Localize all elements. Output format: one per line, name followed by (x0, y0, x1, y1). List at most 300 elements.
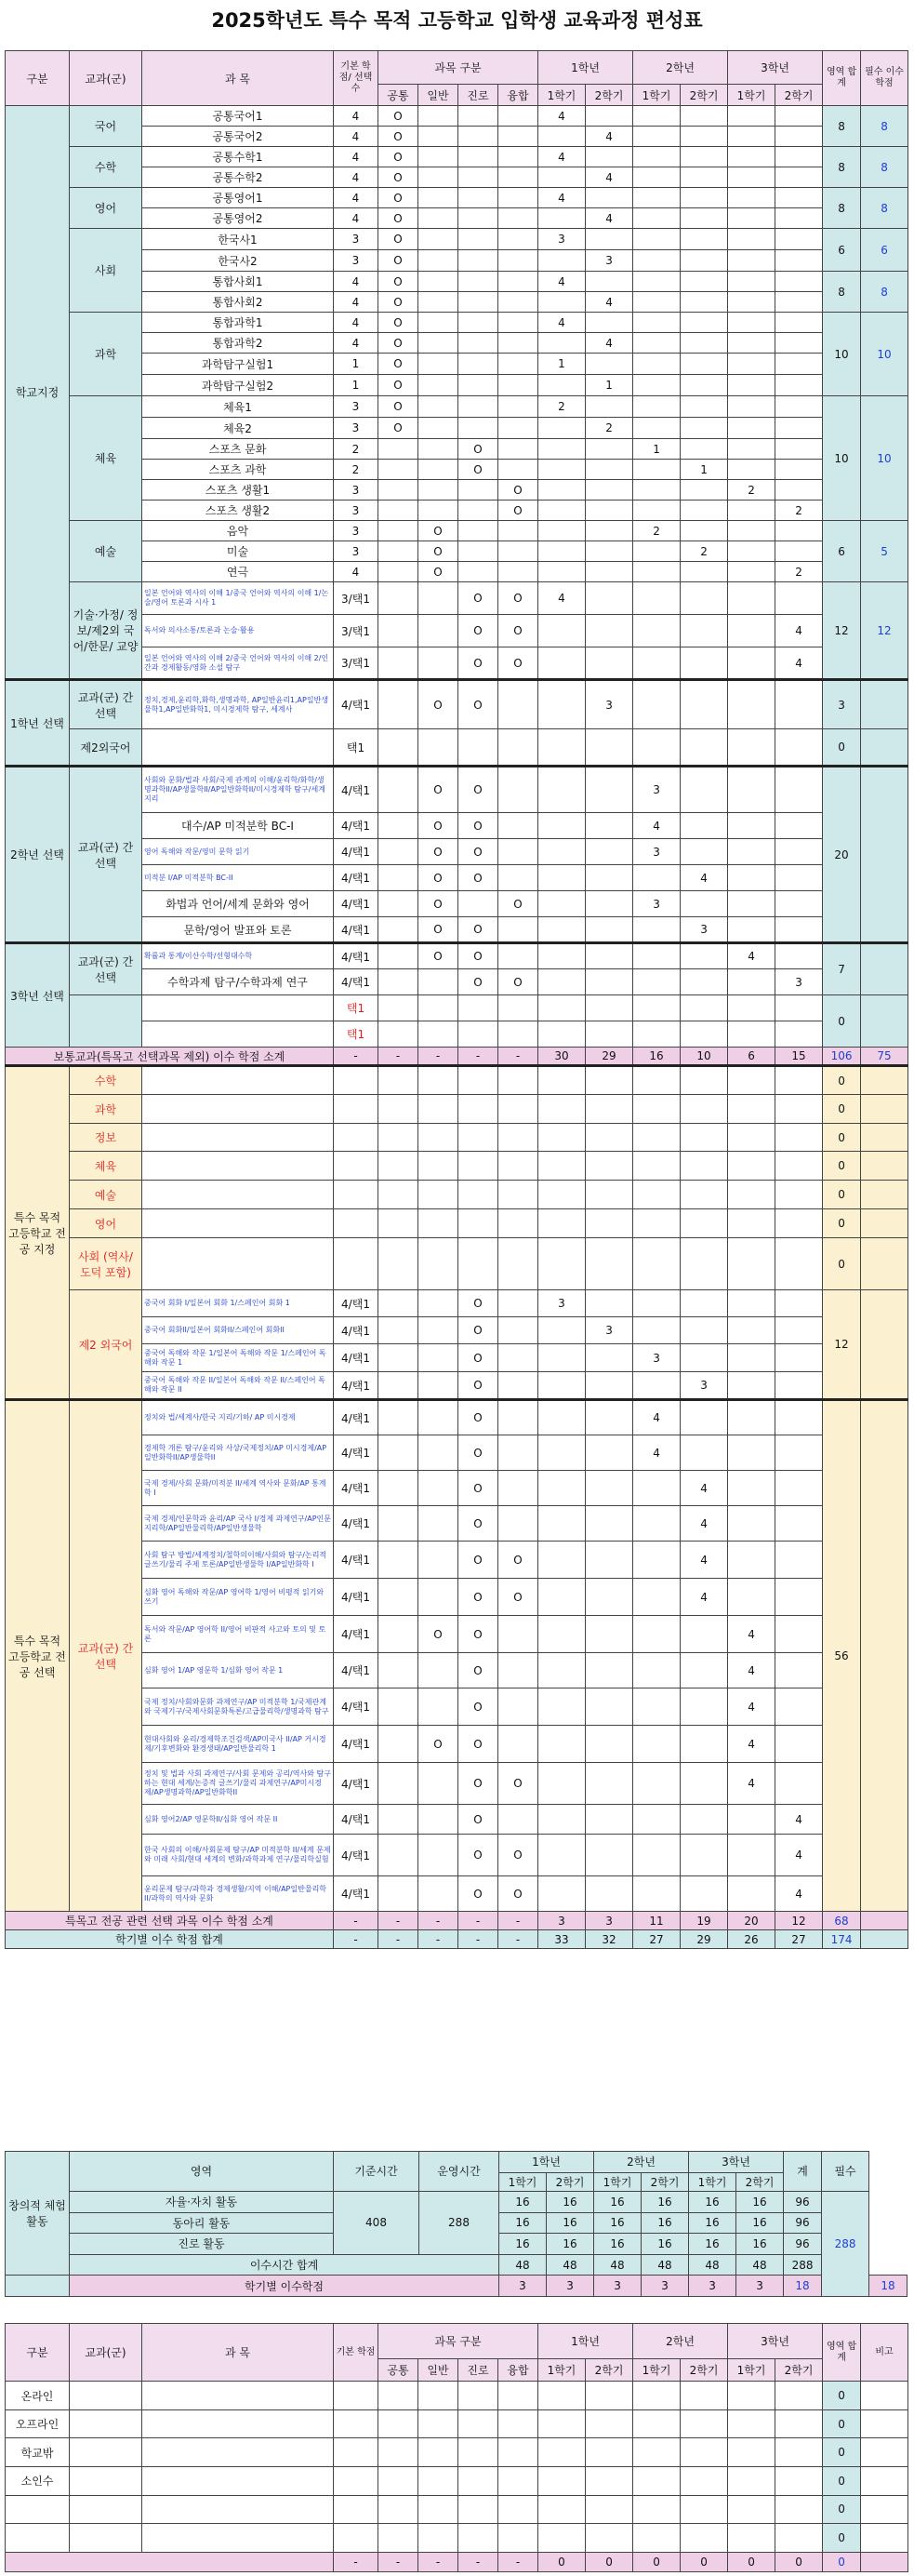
hours-total-sum: 288 (784, 2254, 822, 2276)
course-type-mark (418, 1152, 458, 1181)
semester-credits (728, 1021, 775, 1048)
semester-credits (633, 1805, 681, 1835)
semester-credits (586, 917, 633, 943)
course-type-mark (418, 313, 458, 333)
course-type-mark (378, 1317, 418, 1344)
semester-credits: 2 (728, 480, 775, 501)
semester-credits: 4 (775, 647, 823, 680)
course-type-mark (498, 729, 538, 767)
extra-row-cell (70, 2524, 142, 2553)
semester-credits (633, 106, 681, 127)
course-type-mark (378, 1876, 418, 1912)
extra-row-cell (681, 2382, 728, 2410)
course-type-mark (498, 1021, 538, 1048)
semester-credits (681, 969, 728, 995)
subtotal-semester: 26 (728, 1930, 775, 1949)
course-type-mark (458, 1021, 498, 1048)
course-type-mark (378, 1726, 418, 1763)
course-type-mark (378, 729, 418, 767)
course-type-mark (498, 1209, 538, 1238)
semester-credits (728, 680, 775, 729)
course-credits: 4 (334, 272, 378, 292)
semester-credits: 4 (538, 582, 586, 615)
semester-credits: 4 (681, 1506, 728, 1542)
course-type-mark (418, 1653, 458, 1688)
course-type-mark (378, 865, 418, 891)
semester-credits (775, 292, 823, 313)
semester-credits: 3 (538, 229, 586, 250)
semester-credits (681, 1876, 728, 1912)
semester-credits (775, 839, 823, 865)
semester-credits (538, 208, 586, 229)
course-name: 체육2 (142, 418, 334, 439)
subtotal-semester: 19 (681, 1912, 728, 1930)
subject-group-label: 교과(군) 간 선택 (70, 767, 142, 943)
semester-credits (586, 1066, 633, 1095)
course-type-mark (418, 460, 458, 480)
area-total: 6 (823, 521, 861, 582)
semester-credits (538, 1095, 586, 1124)
course-type-mark (418, 188, 458, 208)
course-type-mark (498, 375, 538, 396)
semester-credits (728, 1400, 775, 1435)
activity-semester-hours: 16 (689, 2191, 736, 2212)
course-name: 중국어 독해와 작문 II/일본어 독해와 작문 II/스페인어 독해와 작문 II (142, 1372, 334, 1400)
area-total: 0 (823, 1209, 861, 1238)
course-type-mark (498, 1471, 538, 1506)
course-name: 문학/영어 발표와 토론 (142, 917, 334, 943)
semester-credits (728, 439, 775, 460)
semester-credits: 4 (586, 127, 633, 147)
extra-note (861, 2524, 908, 2553)
semester-credits: 4 (728, 1688, 775, 1726)
subtotal-label: 특목고 전공 관련 선택 과목 이수 학점 소계 (6, 1912, 334, 1930)
semester-credits (633, 250, 681, 272)
course-type-mark (458, 1152, 498, 1181)
subject-group-label: 교과(군) 간 선택 (70, 943, 142, 995)
semester-credits (538, 292, 586, 313)
course-credits: 4 (334, 208, 378, 229)
semester-credits: 4 (681, 1542, 728, 1579)
semester-credits (775, 480, 823, 501)
course-type-mark (498, 1344, 538, 1372)
extra-row-cell (775, 2467, 823, 2496)
semester-credits (586, 396, 633, 418)
header-subject-group: 교과(군) (70, 2324, 142, 2382)
semester-credits (633, 418, 681, 439)
course-type-mark (418, 501, 458, 521)
course-type-mark (458, 480, 498, 501)
header-grade-g2: 2학년 (633, 51, 728, 85)
course-type-mark (418, 1763, 458, 1805)
semester-credits (775, 439, 823, 460)
semester-credits (775, 1435, 823, 1471)
semester-credits (728, 917, 775, 943)
semester-credits-value: 3 (547, 2276, 594, 2297)
extra-row-cell (728, 2438, 775, 2467)
semester-credits (538, 1344, 586, 1372)
course-type-mark: O (458, 1372, 498, 1400)
course-name: 사회 탐구 방법/세계정치/철학의이해/사회와 탐구/논리적 글쓰기/물리 주제 토론/AP일반생물학 I/AP일반화학 I (142, 1542, 334, 1579)
course-credits: 4/택1 (334, 865, 378, 891)
semester-credits (538, 460, 586, 480)
semester-credits (633, 396, 681, 418)
course-type-mark (458, 396, 498, 418)
subtotal-area: 106 (823, 1048, 861, 1066)
semester-credits (728, 418, 775, 439)
extra-row-cell (538, 2495, 586, 2524)
course-name (142, 1021, 334, 1048)
semester-credits (728, 813, 775, 839)
extra-row-cell (681, 2467, 728, 2496)
semester-credits (586, 582, 633, 615)
semester-credits (538, 480, 586, 501)
semester-credits (586, 839, 633, 865)
header-sem1: 1학기 (538, 2358, 586, 2381)
creative-required: 288 (822, 2191, 869, 2296)
header-area: 영역 (70, 2152, 334, 2192)
semester-credits (633, 917, 681, 943)
course-type-mark (378, 943, 418, 969)
course-type-mark: O (418, 680, 458, 729)
header-sum: 계 (784, 2152, 822, 2192)
semester-credits (586, 1152, 633, 1181)
semester-credits (775, 1763, 823, 1805)
course-name: 수학과제 탐구/수학과제 연구 (142, 969, 334, 995)
activity-semester-hours: 16 (547, 2212, 594, 2234)
course-name: 공통수학2 (142, 167, 334, 188)
extra-row-cell (458, 2438, 498, 2467)
course-type-mark: O (458, 439, 498, 460)
semester-credits (586, 1124, 633, 1152)
semester-credits (586, 1726, 633, 1763)
semester-credits (775, 1317, 823, 1344)
course-type-mark: O (378, 229, 418, 250)
semester-credits (681, 1344, 728, 1372)
semester-credits (775, 1344, 823, 1372)
course-type-mark (498, 272, 538, 292)
semester-credits: 4 (775, 1805, 823, 1835)
course-type-mark (418, 1506, 458, 1542)
semester-credits (586, 1095, 633, 1124)
table-row (6, 2382, 908, 2410)
course-type-mark (418, 1805, 458, 1835)
semester-credits (633, 647, 681, 680)
course-type-mark (378, 767, 418, 813)
semester-credits (681, 1124, 728, 1152)
course-type-mark (498, 188, 538, 208)
course-type-mark (458, 1066, 498, 1095)
run-hours: 288 (419, 2191, 499, 2254)
course-name: 정치와 법/세계사/한국 지리/기하/ AP 미시경제 (142, 1400, 334, 1435)
course-type-mark (418, 969, 458, 995)
semester-credits (728, 767, 775, 813)
course-credits: 4/택1 (334, 1372, 378, 1400)
table-row (6, 1048, 908, 1066)
header-course-type: 과목 구분 (378, 51, 538, 85)
course-type-mark (378, 1506, 418, 1542)
extra-courses-table (5, 2323, 908, 2572)
hours-total-semester: 48 (689, 2254, 736, 2276)
course-type-mark (458, 501, 498, 521)
area-total: 0 (823, 1181, 861, 1209)
course-type-mark (458, 229, 498, 250)
area-total: 6 (823, 229, 861, 272)
course-type-mark: O (418, 562, 458, 582)
course-credits: 4 (334, 127, 378, 147)
semester-credits (586, 891, 633, 917)
semester-credits (728, 147, 775, 167)
course-type-mark (378, 1616, 418, 1653)
course-credits: 1 (334, 375, 378, 396)
semester-credits (633, 354, 681, 375)
semester-credits (728, 521, 775, 541)
course-type-mark (378, 1763, 418, 1805)
semester-credits (681, 1400, 728, 1435)
semester-credits (681, 1805, 728, 1835)
course-type-mark (418, 1124, 458, 1152)
course-type-mark: O (458, 1471, 498, 1506)
course-type-mark: O (458, 1688, 498, 1726)
semester-credits (538, 562, 586, 582)
activity-sum: 96 (784, 2212, 822, 2234)
header-credits: 기본 학점/ 선택수 (334, 51, 378, 106)
subject-group-label: 과학 (70, 313, 142, 396)
course-type-mark (498, 1688, 538, 1726)
course-name (142, 1124, 334, 1152)
semester-credits (586, 729, 633, 767)
course-credits (334, 1181, 378, 1209)
course-type-mark (418, 615, 458, 647)
course-type-mark (418, 418, 458, 439)
semester-credits: 1 (538, 354, 586, 375)
table-row (6, 1152, 908, 1181)
semester-credits: 3 (586, 250, 633, 272)
course-credits: 4/택1 (334, 917, 378, 943)
course-type-mark: O (498, 647, 538, 680)
course-type-mark: O (458, 1616, 498, 1653)
course-name: 정치,경제,윤리학,화학,생명과학, AP일반윤리1,AP일반생물학1,AP일반화학1, 미시경제학 탐구, 세계사 (142, 680, 334, 729)
course-name: 윤리문제 탐구/과학과 경제생활/지역 이해/AP일반물리학II/과학의 역사와 문화 (142, 1876, 334, 1912)
course-type-mark (458, 127, 498, 147)
semester-credits (586, 1181, 633, 1209)
semester-credits (586, 767, 633, 813)
course-credits: 4 (334, 167, 378, 188)
semester-credits (775, 917, 823, 943)
semester-credits (775, 147, 823, 167)
semester-credits (775, 1124, 823, 1152)
semester-credits (681, 167, 728, 188)
course-type-mark: O (498, 1835, 538, 1876)
course-name: 음악 (142, 521, 334, 541)
table-row (6, 1290, 908, 1317)
semester-credits (728, 354, 775, 375)
extra-row-label: 온라인 (6, 2382, 70, 2410)
extra-note (861, 2382, 908, 2410)
course-credits: 택1 (334, 1021, 378, 1048)
area-total: 12 (823, 582, 861, 680)
semester-credits (586, 1506, 633, 1542)
header-sem1: 1학기 (633, 85, 681, 106)
semester-credits (681, 1095, 728, 1124)
semester-credits (681, 418, 728, 439)
course-type-mark: O (378, 188, 418, 208)
extra-row-cell (142, 2467, 334, 2496)
subtotal-dash: - (378, 1930, 418, 1949)
table-row (6, 2409, 908, 2438)
extra-note (861, 2409, 908, 2438)
course-name: 공통국어2 (142, 127, 334, 147)
course-name: 미술 (142, 541, 334, 562)
semester-credits (728, 615, 775, 647)
course-type-mark: O (458, 1400, 498, 1435)
semester-credits (728, 1124, 775, 1152)
course-type-mark: O (418, 541, 458, 562)
course-type-mark (418, 729, 458, 767)
hours-total-semester: 48 (594, 2254, 642, 2276)
course-type-mark (418, 229, 458, 250)
semester-credits (586, 1021, 633, 1048)
semester-credits (538, 839, 586, 865)
extra-row-cell (458, 2495, 498, 2524)
subject-group-label: 체육 (70, 1152, 142, 1181)
course-type-mark: O (378, 127, 418, 147)
semester-credits (728, 647, 775, 680)
semester-credits (728, 1471, 775, 1506)
course-type-mark: O (458, 680, 498, 729)
header-sem2: 2학기 (775, 85, 823, 106)
semester-credits (728, 292, 775, 313)
subtotal-semester: 30 (538, 1048, 586, 1066)
course-type-mark: O (418, 521, 458, 541)
semester-credits (633, 1317, 681, 1344)
course-credits: 2 (334, 439, 378, 460)
page-title: 2025학년도 특수 목적 고등학교 입학생 교육과정 편성표 (211, 9, 703, 32)
course-type-mark (498, 1290, 538, 1317)
course-type-mark (458, 418, 498, 439)
course-credits: 4/택1 (334, 1805, 378, 1835)
course-name: 확률과 통계/이산수학/선형대수학 (142, 943, 334, 969)
extra-total-area: 0 (823, 2552, 861, 2571)
course-type-mark: O (418, 865, 458, 891)
course-type-mark: O (378, 208, 418, 229)
course-name: 연극 (142, 562, 334, 582)
semester-credits (633, 272, 681, 292)
header-grade-g1: 1학년 (538, 2324, 633, 2359)
semester-credits (633, 1506, 681, 1542)
semester-credits (728, 167, 775, 188)
semester-credits (681, 562, 728, 582)
subtotal-dash: - (458, 1912, 498, 1930)
course-name: 경제학 개론 탐구/윤리와 사상/국제정치/AP 미시경제/AP일반화학II/AP생물학II (142, 1435, 334, 1471)
extra-row-cell (334, 2524, 378, 2553)
extra-area-total: 0 (823, 2467, 861, 2496)
course-type-mark: O (378, 250, 418, 272)
extra-row-cell (775, 2438, 823, 2467)
semester-credits: 4 (728, 943, 775, 969)
course-name: 통합과학2 (142, 333, 334, 354)
extra-row-cell (633, 2409, 681, 2438)
semester-credits (586, 354, 633, 375)
subject-group-label: 교과(군) 간 선택 (70, 1400, 142, 1912)
course-type-mark (378, 813, 418, 839)
extra-row-cell (498, 2524, 538, 2553)
extra-row-cell (498, 2409, 538, 2438)
semester-credits (538, 418, 586, 439)
semester-credits: 4 (775, 615, 823, 647)
subject-group-label (70, 995, 142, 1048)
semester-credits (728, 839, 775, 865)
semester-credits (728, 582, 775, 615)
semester-credits (586, 1616, 633, 1653)
table-row (6, 1930, 908, 1949)
area-total: 0 (823, 1152, 861, 1181)
semester-credits-value: 3 (642, 2276, 689, 2297)
course-name: 국제 경제/인문학과 윤리/AP 국사 I/경제 과제연구/AP인문지리학/AP일반물리학/AP일반생물학 (142, 1506, 334, 1542)
table-row (6, 1066, 908, 1095)
subtotal-dash: - (418, 1930, 458, 1949)
extra-note (861, 2495, 908, 2524)
course-type-mark: O (458, 460, 498, 480)
semester-credits (728, 1876, 775, 1912)
header-sem1: 1학기 (728, 85, 775, 106)
semester-credits (775, 1542, 823, 1579)
extra-row-cell (378, 2382, 418, 2410)
course-type-mark: O (378, 354, 418, 375)
semester-credits (775, 208, 823, 229)
semester-credits (538, 1372, 586, 1400)
semester-credits (538, 865, 586, 891)
extra-row-cell (586, 2495, 633, 2524)
semester-credits (633, 1152, 681, 1181)
semester-credits (681, 1688, 728, 1726)
semester-credits (538, 729, 586, 767)
extra-row-cell (418, 2438, 458, 2467)
course-credits (334, 1124, 378, 1152)
semester-credits (633, 229, 681, 250)
subtotal-dash: - (334, 1930, 378, 1949)
semester-credits (586, 813, 633, 839)
course-credits: 4/택1 (334, 1506, 378, 1542)
course-name: 미적분 I/AP 미적분학 BC-II (142, 865, 334, 891)
subtotal-dash: - (458, 1048, 498, 1066)
required-credits (861, 1209, 908, 1238)
area-total: 10 (823, 396, 861, 521)
required-credits (861, 1400, 908, 1912)
semester-credits (681, 480, 728, 501)
course-type-mark (418, 1688, 458, 1726)
extra-row-cell (142, 2524, 334, 2553)
semester-credits: 4 (728, 1763, 775, 1805)
extra-area-total: 0 (823, 2409, 861, 2438)
course-type-mark (378, 460, 418, 480)
extra-row-cell (378, 2495, 418, 2524)
semester-credits (586, 480, 633, 501)
extra-row-cell (633, 2382, 681, 2410)
course-type-mark (458, 333, 498, 354)
semester-credits: 4 (538, 106, 586, 127)
course-type-mark: O (498, 891, 538, 917)
extra-row-cell (70, 2409, 142, 2438)
header-sem2: 2학기 (586, 2358, 633, 2381)
extra-area-total: 0 (823, 2382, 861, 2410)
header-jinro: 진로 (458, 2358, 498, 2381)
area-total: 20 (823, 767, 861, 943)
header-course: 과 목 (142, 2324, 334, 2382)
semester-credits (681, 188, 728, 208)
semester-credits (681, 272, 728, 292)
extra-row-cell (538, 2524, 586, 2553)
